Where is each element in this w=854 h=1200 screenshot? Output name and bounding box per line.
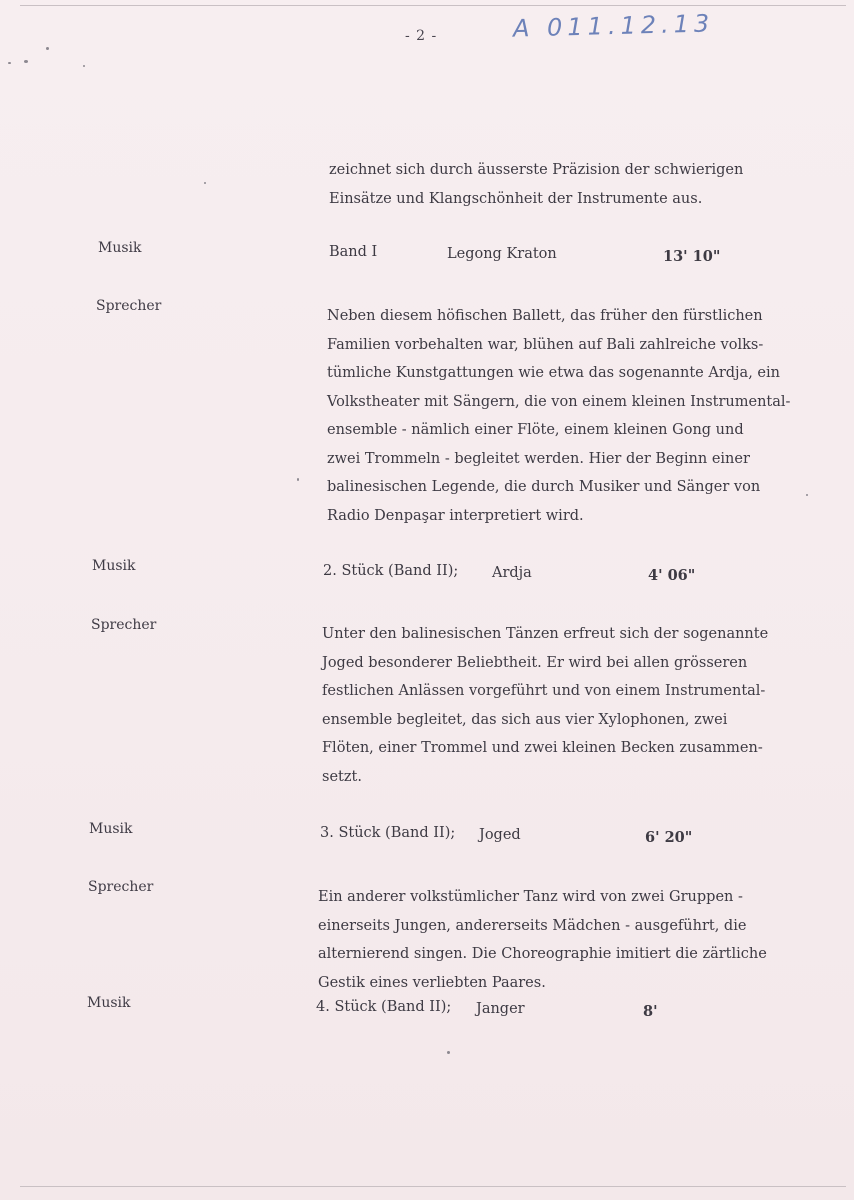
text-line: Gestik eines verliebten Paares.: [318, 974, 546, 991]
scan-speck: [447, 1051, 450, 1054]
text-line: Flöten, einer Trommel und zwei kleinen Becken zusammen-: [322, 740, 763, 756]
text-line: Familien vorbehalten war, blühen auf Bali zahlreiche volks-: [327, 336, 764, 353]
music-piece: 4. Stück (Band II);: [316, 999, 452, 1015]
text-line: ensemble - nämlich einer Flöte, einem kleinen Gong und: [327, 422, 744, 438]
archive-reference-handwritten: A 011.12.13: [512, 9, 715, 43]
text-line: Ein anderer volkstümlicher Tanz wird von zwei Gruppen -: [318, 889, 743, 905]
intro-paragraph: [329, 156, 829, 213]
music-duration: 13' 10": [663, 248, 721, 265]
music-duration: 8': [643, 1003, 658, 1020]
scan-speck: [806, 494, 808, 496]
text-line: balinesischen Legende, die durch Musiker und Sänger von: [327, 479, 761, 495]
music-title: Janger: [476, 1001, 525, 1017]
role-label-sprecher: Sprecher: [91, 617, 157, 633]
role-label-musik: Musik: [98, 240, 142, 256]
music-duration: 4' 06": [648, 567, 696, 584]
text-line: Unter den balinesischen Tänzen erfreut sich der sogenannte: [322, 626, 769, 642]
text-line: tümliche Kunstgattungen wie etwa das sogenannte Ardja, ein: [327, 365, 780, 381]
speaker-paragraph: [318, 883, 818, 997]
page-number: - 2 -: [405, 28, 438, 44]
role-label-sprecher: Sprecher: [88, 879, 154, 895]
scan-speck: [24, 60, 28, 63]
role-label-sprecher: Sprecher: [96, 298, 162, 314]
bottom-edge-line: [20, 1186, 846, 1187]
text-line: festlichen Anlässen vorgeführt und von einem Instrumental-: [322, 683, 766, 699]
role-label-musik: Musik: [92, 558, 136, 574]
music-piece: Band I: [329, 244, 378, 260]
text-line: setzt.: [322, 768, 362, 785]
text-line: Einsätze und Klangschönheit der Instrumente aus.: [329, 190, 703, 207]
text-line: Radio Denpaşar interpretiert wird.: [327, 507, 584, 524]
speaker-paragraph: [322, 620, 822, 791]
role-label-musik: Musik: [89, 821, 133, 837]
text-line: zwei Trommeln - begleitet werden. Hier der Beginn einer: [327, 450, 750, 467]
text-line: zeichnet sich durch äusserste Präzision der schwierigen: [329, 162, 744, 178]
text-line: Volkstheater mit Sängern, die von einem kleinen Instrumental-: [327, 393, 791, 410]
text-line: Neben diesem höfischen Ballett, das früher den fürstlichen: [327, 308, 763, 324]
text-line: alternierend singen. Die Choreographie imitiert die zärtliche: [318, 946, 767, 962]
top-edge-line: [20, 5, 846, 6]
scan-speck: [297, 478, 299, 481]
text-line: Joged besonderer Beliebtheit. Er wird bei allen grösseren: [322, 654, 748, 671]
scan-speck: [204, 182, 206, 184]
speaker-paragraph: [327, 302, 827, 530]
text-line: ensemble begleitet, das sich aus vier Xylophonen, zwei: [322, 711, 728, 728]
music-title: Ardja: [492, 565, 532, 581]
music-piece: 3. Stück (Band II);: [320, 825, 456, 841]
text-line: einerseits Jungen, andererseits Mädchen - ausgeführt, die: [318, 917, 747, 934]
scan-speck: [8, 62, 11, 64]
scan-speck: [46, 47, 49, 50]
music-piece: 2. Stück (Band II);: [323, 563, 459, 579]
music-title: Legong Kraton: [447, 246, 557, 262]
music-duration: 6' 20": [645, 829, 693, 846]
music-title: Joged: [479, 827, 521, 843]
role-label-musik: Musik: [87, 995, 131, 1011]
scan-speck: [83, 65, 85, 67]
